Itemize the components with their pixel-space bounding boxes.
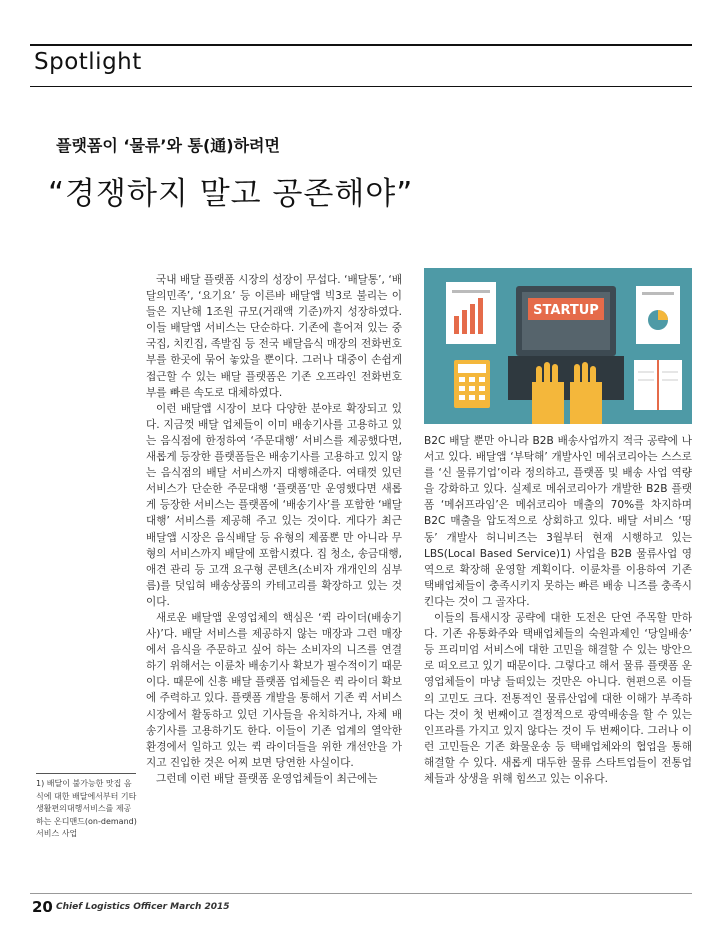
footnote: 1) 배달이 불가능한 맛집 음식에 대한 배달에서부터 기타 생활편의대행서비스를 제공하는 온디맨드(on-demand) 서비스 사업 <box>36 779 137 838</box>
startup-label: STARTUP <box>533 303 599 318</box>
article-kicker: 플랫폼이 ‘물류’와 통(通)하려면 <box>56 136 280 155</box>
article-column-2 <box>424 433 692 787</box>
paragraph: B2C 배달 뿐만 아니라 B2B 배송사업까지 적극 공략에 나서고 있다. 배달앱 ‘부탁해’ 개발사인 메쉬코리아는 스스로를 ‘신 물류기업’이라 정의하고, 플랫폼 및 배송 사업 역량을 강화하고 있다. 실제로 메쉬코리아가 개발한 B2B 플랫폼 ‘메쉬프라임’은 메쉬코리아 매출의 70%를 차지하며 B2C 매출을 압도적으로 상회하고 있다. 배달 서비스 ‘띵동’ 개발사 허니비즈는 3월부터 현재 시행하고 있는 LBS(Local Based Service)1) 사업을 B2B 물류사업 영역으로 확장해 운영할 계획이다. 이륜차를 이용하여 기존 택배업체들이 충족시키지 못하는 빠른 배송 니즈를 충족시킨다는 것이 그 골자다. <box>424 435 692 608</box>
article-column-1 <box>146 272 402 787</box>
magazine-name: Chief Logistics Officer March 2015 <box>56 902 230 912</box>
page-number: 20 <box>32 898 53 916</box>
footer-rule <box>30 893 692 894</box>
paragraph: 그런데 이런 배달 플랫폼 운영업체들이 최근에는 <box>156 772 378 785</box>
paragraph: 국내 배달 플랫폼 시장의 성장이 무섭다. ‘배달통’, ‘배달의민족’, ‘요기요’ 등 이른바 배달앱 빅3로 불리는 이들은 지난해 1조원 규모(거래액 기준)까지 성장하였다. 이들 배달앱 서비스는 단순하다. 기존에 흩어져 있는 중국집, 치킨집, 족발집 등 전국 배달음식 매장의 전화번호부를 한곳에 묶어 놓았을 뿐이다. 그러나 대중이 손쉽게 접근할 수 있는 배달 플랫폼은 기존 오프라인 전화번호부를 빠른 속도로 대체하였다. <box>146 274 402 399</box>
paragraph: 이런 배달앱 시장이 보다 다양한 분야로 확장되고 있다. 지금껏 배달 업체들이 이미 배송기사를 고용하고 있는 음식점에 한정하여 ‘주문대행’ 서비스를 제공했다면, 새롭게 등장한 플랫폼들은 배송기사를 고용하고 있지 않는 음식점의 배달 서비스까지 대행해준다. 여태껏 있던 서비스가 단순한 주문대행 ‘플랫폼’만 운영했다면 새롭게 등장한 서비스는 플랫폼에 ‘배송기사’를 포함한 ‘배달대행’ 서비스를 제공해 주고 있는 것이다. 게다가 최근 배달앱 시장은 음식배달 등 유형의 제품뿐 만 아니라 무형의 서비스까지 배달에 포함시켰다. 집 청소, 송금대행, 애견 관리 등 고객 요구형 콘텐츠(소비자 개개인의 심부름)를 덧입혀 배송상품의 카테고리를 확장하고 있는 것이다. <box>146 402 402 608</box>
section-label: Spotlight <box>34 49 142 75</box>
article-headline: “경쟁하지 말고 공존해야” <box>48 176 414 212</box>
footnote-rule <box>36 773 136 774</box>
paragraph: 새로운 배달앱 운영업체의 핵심은 ‘퀵 라이더(배송기사)’다. 배달 서비스를 제공하지 않는 매장과 그런 매장에서 음식을 주문하고 싶어 하는 소비자의 니즈를 연결하기 위해서는 이륜차 배송기사 확보가 필수적이기 때문이다. 때문에 신흥 배달 플랫폼 업체들은 퀵 라이더 확보에 주력하고 있다. 플랫폼 개발을 통해서 기존 퀵 서비스 시장에서 활동하고 있던 기사들을 유치하거나, 자체 배송기사를 고용하기도 한다. 이들이 기존 업계의 열악한 환경에서 일하고 있는 퀵 라이더들을 위한 개선안을 가지고 진입한 것은 어찌 보면 당연한 사실이다. <box>146 611 402 769</box>
startup-illustration <box>424 268 692 424</box>
paragraph: 이들의 틈새시장 공략에 대한 도전은 단연 주목할 만하다. 기존 유통화주와 택배업체들의 숙원과제인 ‘당일배송’ 등 프리미엄 서비스에 대한 고민을 해결할 수 있는 방안으로 떠오르고 있기 때문이다. 그렇다고 해서 물류 플랫폼 운영업체들이 마냥 들떠있는 것만은 아니다. 현편으론 이들의 고민도 크다. 전통적인 물류산업에 대한 이해가 부족하다는 것이 첫 번째이고 결정적으로 광역배송을 할 수 있는 인프라를 가지고 있지 않다는 것이 두 번째이다. 그러나 이런 고민들은 기존 화물운송 등 택배업체와의 협업을 통해 해결할 수 있다. 새롭게 대두한 물류 스타트업들이 전통업체들과 상생을 위해 힘쓰고 있는 이유다. <box>424 612 692 785</box>
